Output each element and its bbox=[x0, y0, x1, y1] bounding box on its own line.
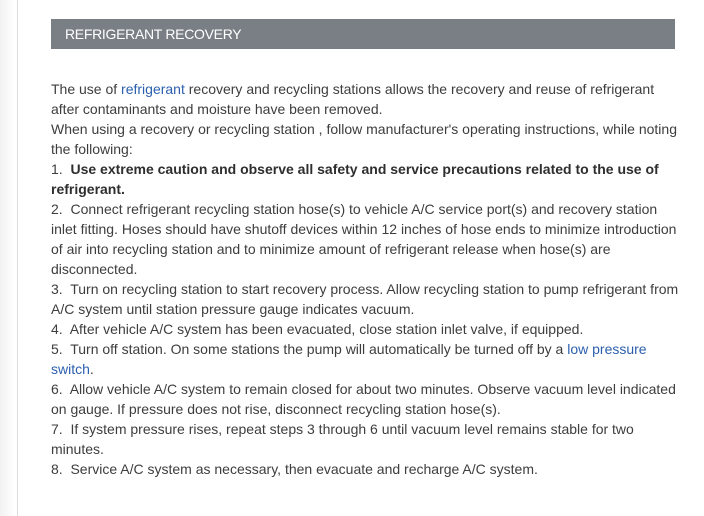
step-number: 8. bbox=[51, 461, 63, 477]
step-number: 6. bbox=[51, 381, 63, 397]
intro-note: When using a recovery or recycling station , follow manufacturer's operating instructions, while noting the following: bbox=[51, 121, 677, 157]
step-text-end: . bbox=[89, 361, 94, 377]
left-panel-divider bbox=[17, 0, 18, 516]
step-number: 1. bbox=[51, 161, 63, 177]
low-pressure-switch-link[interactable]: low pressure switch bbox=[51, 341, 647, 377]
step-1 bbox=[51, 159, 679, 199]
step-text: Allow vehicle A/C system to remain closed for about two minutes. Observe vacuum level indicated on gauge. If pressure does not rise, disconnect recycling station hose(s). bbox=[51, 381, 676, 417]
step-text: After vehicle A/C system has been evacuated, close station inlet valve, if equipped. bbox=[69, 321, 584, 337]
step-text: Turn on recycling station to start recovery process. Allow recycling station to pump refrigerant from A/C system until station pressure gauge indicates vacuum. bbox=[51, 281, 679, 317]
step-number: 3. bbox=[51, 281, 63, 297]
intro-text-start: The use of bbox=[51, 81, 122, 97]
step-text: Turn off station. On some stations the pump will automatically be turned off by a bbox=[70, 341, 568, 357]
step-4 bbox=[51, 319, 679, 339]
step-text: If system pressure rises, repeat steps 3 through 6 until vacuum level remains stable for two minutes. bbox=[51, 421, 634, 457]
left-panel-edge bbox=[0, 0, 18, 516]
step-8 bbox=[51, 459, 679, 479]
section-title: REFRIGERANT RECOVERY bbox=[65, 26, 242, 42]
section-header bbox=[51, 19, 675, 49]
step-3 bbox=[51, 279, 679, 319]
step-text: Service A/C system as necessary, then evacuate and recharge A/C system. bbox=[70, 461, 538, 477]
step-2 bbox=[51, 199, 679, 279]
step-number: 7. bbox=[51, 421, 63, 437]
step-number: 5. bbox=[51, 341, 63, 357]
step-number: 2. bbox=[51, 201, 63, 217]
step-6 bbox=[51, 379, 679, 419]
step-text: Connect refrigerant recycling station hose(s) to vehicle A/C service port(s) and recovery station inlet fitting. Hoses should have shutoff devices within 12 inches of hose ends to minimize introduction of air into recycling station and to minimize amount of refrigerant release when hose(s) are disconnected. bbox=[51, 201, 677, 277]
intro-paragraph bbox=[51, 79, 679, 119]
refrigerant-link[interactable]: refrigerant bbox=[121, 81, 185, 97]
step-7 bbox=[51, 419, 679, 459]
step-5 bbox=[51, 339, 679, 379]
article-body bbox=[51, 79, 679, 479]
intro-text-end: recovery and recycling stations allows the recovery and reuse of refrigerant after contaminants and moisture have been removed. bbox=[51, 81, 655, 117]
step-number: 4. bbox=[51, 321, 63, 337]
step-text: Use extreme caution and observe all safety and service precautions related to the use of refrigerant. bbox=[51, 161, 659, 197]
